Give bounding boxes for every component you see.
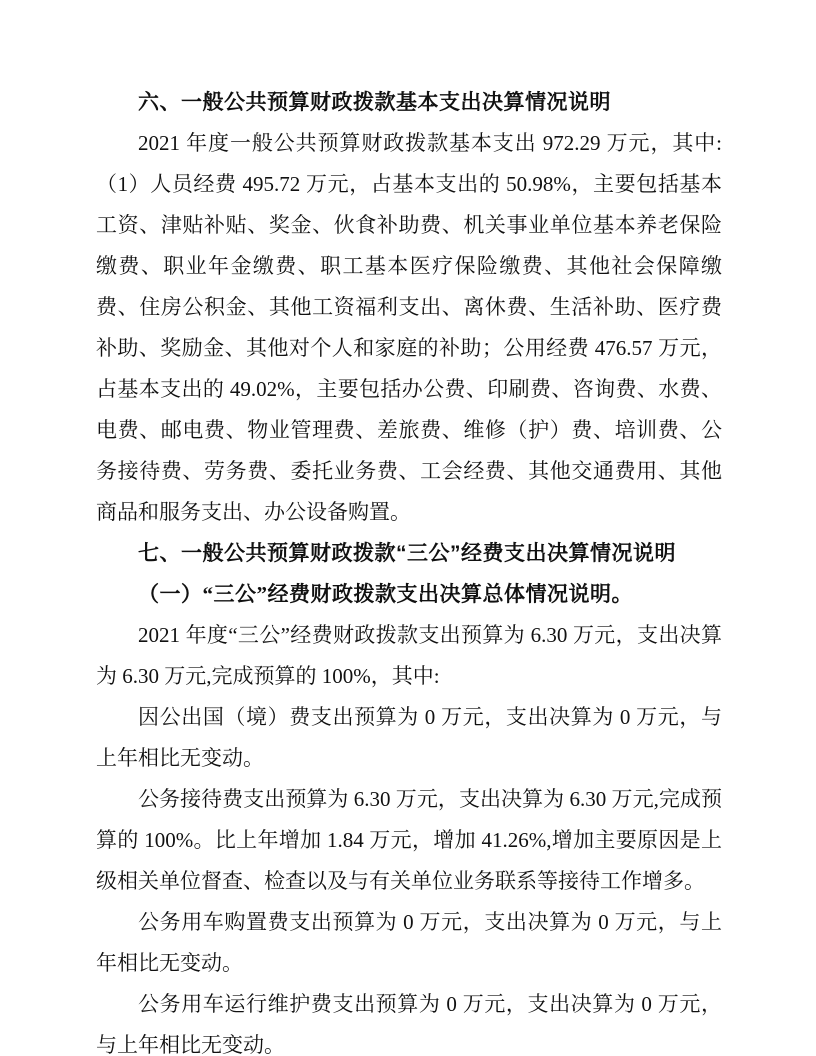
sub-heading-sangong-overall: （一）“三公”经费财政拨款支出决算总体情况说明。 xyxy=(138,582,633,606)
paragraph-sangong-total: 2021 年度“三公”经费财政拨款支出预算为 6.30 万元，支出决算为 6.30 万元,完成预算的 100%，其中: xyxy=(96,623,722,688)
section-heading-sangong-expenditure: 七、一般公共预算财政拨款“三公”经费支出决算情况说明 xyxy=(138,542,676,565)
paragraph-overseas-travel: 因公出国（境）费支出预算为 0 万元，支出决算为 0 万元，与上年相比无变动。 xyxy=(96,705,722,770)
section-heading-basic-expenditure: 六、一般公共预算财政拨款基本支出决算情况说明 xyxy=(138,91,611,114)
paragraph-basic-expenditure-detail: 2021 年度一般公共预算财政拨款基本支出 972.29 万元，其中:（1）人员经费 495.72 万元，占基本支出的 50.98%，主要包括基本工资、津贴补贴、奖金、伙食补助费、机关事业单位基本养老保险缴费、职业年金缴费、职工基本医疗保险缴费、其他社会保障缴费、住房公积金、其他工资福利支出、离休费、生活补助、医疗费补助、奖励金、其他对个人和家庭的补助；公用经费 476.57 万元，占基本支出的 49.02%，主要包括办公费、印刷费、咨询费、水费、电费、邮电费、物业管理费、差旅费、维修（护）费、培训费、公务接待费、劳务费、委托业务费、工会经费、其他交通费用、其他商品和服务支出、办公设备购置。 xyxy=(96,131,722,524)
paragraph-vehicle-maintenance: 公务用车运行维护费支出预算为 0 万元，支出决算为 0 万元，与上年相比无变动。 xyxy=(96,992,722,1056)
paragraph-official-reception: 公务接待费支出预算为 6.30 万元，支出决算为 6.30 万元,完成预算的 100%。比上年增加 1.84 万元，增加 41.26%,增加主要原因是上级相关单位督查、检查以及与有关单位业务联系等接待工作增多。 xyxy=(96,787,722,893)
document-content xyxy=(96,82,722,1056)
paragraph-vehicle-purchase: 公务用车购置费支出预算为 0 万元，支出决算为 0 万元，与上年相比无变动。 xyxy=(96,910,722,975)
